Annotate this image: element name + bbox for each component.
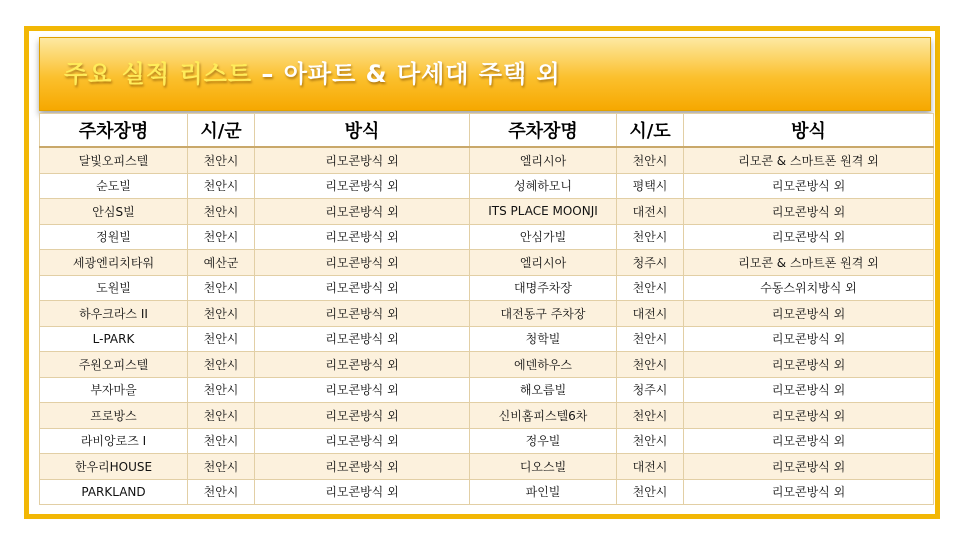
header-city: 시/군 — [188, 114, 255, 148]
parking-name-cell: 세광엔리치타워 — [40, 250, 188, 276]
method-cell: 리모콘방식 외 — [684, 326, 934, 352]
method-cell: 리모콘방식 외 — [255, 301, 470, 327]
method-cell: 리모콘방식 외 — [684, 454, 934, 480]
method-cell: 리모콘방식 외 — [684, 199, 934, 225]
table-row — [40, 454, 934, 480]
city-cell: 천안시 — [188, 326, 255, 352]
method-cell: 리모콘방식 외 — [255, 173, 470, 199]
city-cell: 천안시 — [188, 199, 255, 225]
page-title — [64, 56, 561, 92]
method-cell: 리모콘방식 외 — [255, 428, 470, 454]
parking-name-cell: 청학빌 — [470, 326, 617, 352]
parking-name-cell: 순도빌 — [40, 173, 188, 199]
method-cell: 리모콘방식 외 — [255, 275, 470, 301]
city-cell: 천안시 — [617, 147, 684, 173]
city-cell: 천안시 — [617, 224, 684, 250]
method-cell: 리모콘방식 외 — [255, 377, 470, 403]
table-row — [40, 403, 934, 429]
method-cell: 리모콘방식 외 — [684, 352, 934, 378]
city-cell: 천안시 — [188, 275, 255, 301]
method-cell: 리모콘방식 외 — [255, 454, 470, 480]
city-cell: 천안시 — [188, 173, 255, 199]
method-cell: 리모콘방식 외 — [255, 479, 470, 505]
parking-name-cell: 부자마을 — [40, 377, 188, 403]
parking-name-cell: 성혜하모니 — [470, 173, 617, 199]
parking-name-cell: 디오스빌 — [470, 454, 617, 480]
parking-name-cell: PARKLAND — [40, 479, 188, 505]
parking-name-cell: 에덴하우스 — [470, 352, 617, 378]
city-cell: 천안시 — [188, 403, 255, 429]
city-cell: 천안시 — [188, 224, 255, 250]
parking-name-cell: 대전동구 주차장 — [470, 301, 617, 327]
city-cell: 천안시 — [188, 352, 255, 378]
city-cell: 천안시 — [617, 275, 684, 301]
results-table — [39, 113, 934, 505]
parking-name-cell: 엘리시아 — [470, 147, 617, 173]
table-row — [40, 173, 934, 199]
parking-name-cell: 대명주차장 — [470, 275, 617, 301]
title-banner — [39, 37, 931, 111]
slide-frame — [24, 26, 940, 519]
city-cell: 대전시 — [617, 301, 684, 327]
title-sub: – 아파트 & 다세대 주택 외 — [252, 60, 561, 88]
city-cell: 청주시 — [617, 377, 684, 403]
header-parking-name-2: 주차장명 — [470, 114, 617, 148]
city-cell: 천안시 — [617, 326, 684, 352]
title-main: 주요 실적 리스트 — [64, 60, 252, 88]
header-city-2: 시/도 — [617, 114, 684, 148]
method-cell: 리모콘방식 외 — [255, 326, 470, 352]
method-cell: 리모콘방식 외 — [684, 377, 934, 403]
parking-name-cell: 달빛오피스텔 — [40, 147, 188, 173]
city-cell: 천안시 — [617, 479, 684, 505]
method-cell: 리모콘방식 외 — [684, 403, 934, 429]
header-method-2: 방식 — [684, 114, 934, 148]
parking-name-cell: 정우빌 — [470, 428, 617, 454]
parking-name-cell: 라비앙로즈 I — [40, 428, 188, 454]
method-cell: 수동스위치방식 외 — [684, 275, 934, 301]
city-cell: 천안시 — [188, 377, 255, 403]
city-cell: 천안시 — [617, 428, 684, 454]
city-cell: 천안시 — [617, 352, 684, 378]
method-cell: 리모콘방식 외 — [255, 250, 470, 276]
city-cell: 천안시 — [188, 479, 255, 505]
table-row — [40, 377, 934, 403]
table-row — [40, 326, 934, 352]
method-cell: 리모콘방식 외 — [684, 173, 934, 199]
method-cell: 리모콘방식 외 — [255, 403, 470, 429]
parking-name-cell: 프로방스 — [40, 403, 188, 429]
city-cell: 예산군 — [188, 250, 255, 276]
header-parking-name: 주차장명 — [40, 114, 188, 148]
parking-name-cell: 안심가빌 — [470, 224, 617, 250]
method-cell: 리모콘방식 외 — [684, 301, 934, 327]
parking-name-cell: 파인빌 — [470, 479, 617, 505]
parking-name-cell: 안심S빌 — [40, 199, 188, 225]
method-cell: 리모콘방식 외 — [684, 479, 934, 505]
table-row — [40, 428, 934, 454]
method-cell: 리모콘방식 외 — [255, 224, 470, 250]
table-row — [40, 199, 934, 225]
parking-name-cell: 해오름빌 — [470, 377, 617, 403]
parking-name-cell: 한우리HOUSE — [40, 454, 188, 480]
city-cell: 대전시 — [617, 454, 684, 480]
method-cell: 리모콘방식 외 — [255, 199, 470, 225]
city-cell: 대전시 — [617, 199, 684, 225]
table-row — [40, 352, 934, 378]
parking-name-cell: 도원빌 — [40, 275, 188, 301]
table-row — [40, 301, 934, 327]
method-cell: 리모콘방식 외 — [684, 224, 934, 250]
table-row — [40, 275, 934, 301]
parking-name-cell: 정원빌 — [40, 224, 188, 250]
city-cell: 천안시 — [188, 428, 255, 454]
method-cell: 리모콘방식 외 — [255, 147, 470, 173]
parking-name-cell: 신비홈피스텔6차 — [470, 403, 617, 429]
city-cell: 청주시 — [617, 250, 684, 276]
parking-name-cell: 엘리시아 — [470, 250, 617, 276]
city-cell: 천안시 — [188, 454, 255, 480]
table-row — [40, 224, 934, 250]
table-header-row — [40, 114, 934, 148]
city-cell: 천안시 — [617, 403, 684, 429]
table-row — [40, 147, 934, 173]
method-cell: 리모콘방식 외 — [684, 428, 934, 454]
method-cell: 리모콘 & 스마트폰 원격 외 — [684, 147, 934, 173]
parking-name-cell: L-PARK — [40, 326, 188, 352]
city-cell: 천안시 — [188, 147, 255, 173]
header-method: 방식 — [255, 114, 470, 148]
method-cell: 리모콘 & 스마트폰 원격 외 — [684, 250, 934, 276]
city-cell: 천안시 — [188, 301, 255, 327]
parking-name-cell: 주원오피스텔 — [40, 352, 188, 378]
method-cell: 리모콘방식 외 — [255, 352, 470, 378]
table-row — [40, 479, 934, 505]
parking-name-cell: 하우크라스 II — [40, 301, 188, 327]
table-row — [40, 250, 934, 276]
city-cell: 평택시 — [617, 173, 684, 199]
parking-name-cell: ITS PLACE MOONJI — [470, 199, 617, 225]
table-body — [40, 147, 934, 505]
